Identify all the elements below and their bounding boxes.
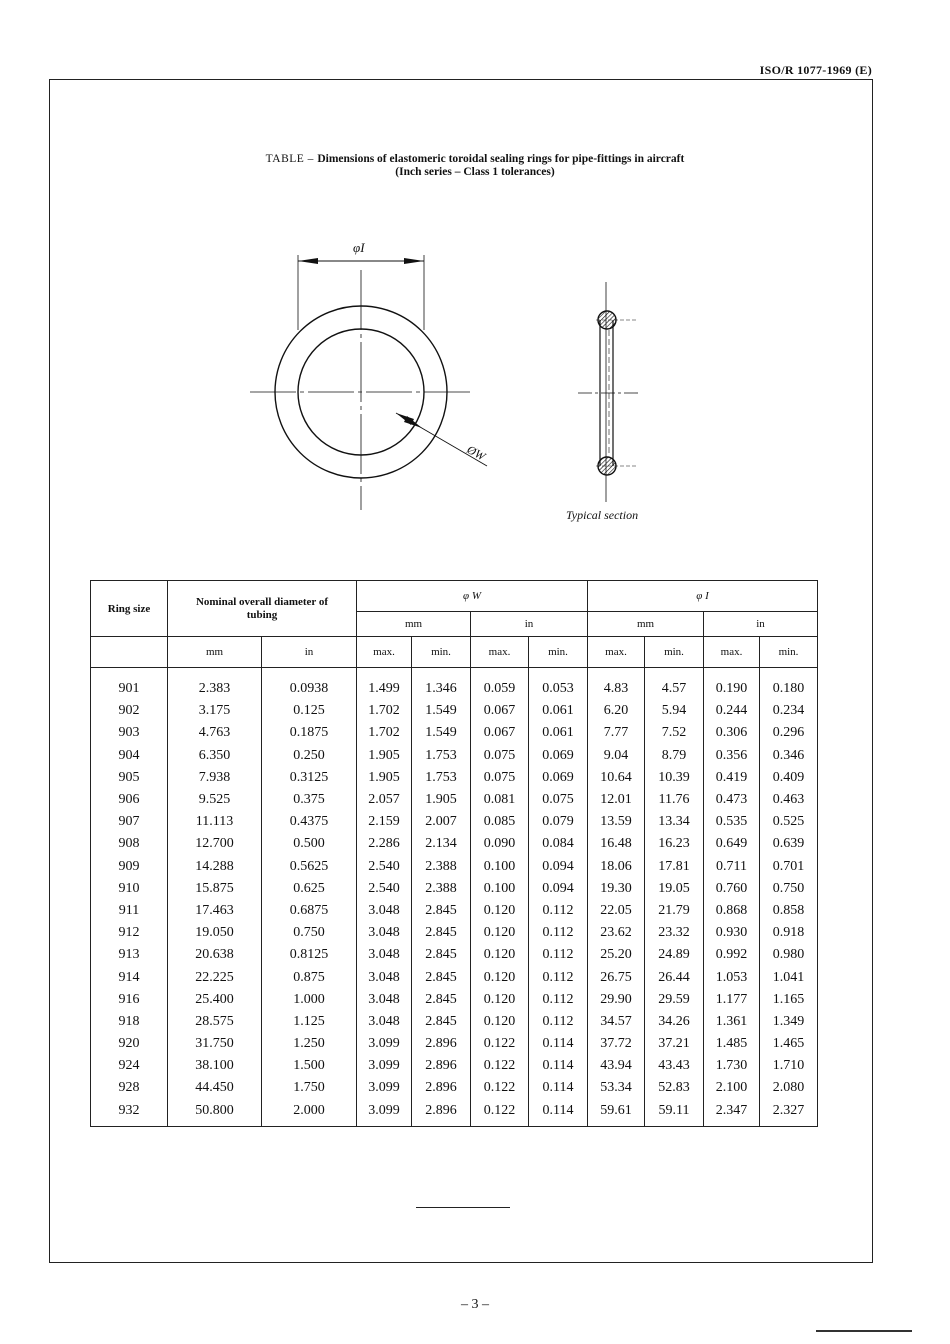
- value-cell: 0.100: [471, 878, 529, 900]
- value-cell: 0.079: [529, 811, 588, 833]
- ring-size-cell: 904: [91, 745, 168, 767]
- phi-w-label: ØW: [464, 442, 488, 464]
- value-cell: 19.050: [168, 922, 262, 944]
- ring-size-cell: 932: [91, 1100, 168, 1127]
- value-cell: 1.361: [704, 1011, 760, 1033]
- ring-size-cell: 909: [91, 856, 168, 878]
- table-row: [91, 833, 818, 855]
- value-cell: 3.048: [357, 900, 412, 922]
- value-cell: 0.750: [262, 922, 357, 944]
- value-cell: 0.061: [529, 700, 588, 722]
- value-cell: 0.234: [760, 700, 818, 722]
- value-cell: 0.750: [760, 878, 818, 900]
- value-cell: 0.094: [529, 856, 588, 878]
- value-cell: 4.763: [168, 722, 262, 744]
- value-cell: 2.845: [412, 922, 471, 944]
- value-cell: 11.113: [168, 811, 262, 833]
- value-cell: 5.94: [645, 700, 704, 722]
- value-cell: 0.112: [529, 1011, 588, 1033]
- value-cell: 12.01: [588, 789, 645, 811]
- ring-size-cell: 928: [91, 1077, 168, 1099]
- header-i-mm-max: max.: [588, 637, 645, 668]
- value-cell: 0.114: [529, 1055, 588, 1077]
- value-cell: 2.057: [357, 789, 412, 811]
- value-cell: 1.346: [412, 668, 471, 701]
- value-cell: 0.122: [471, 1077, 529, 1099]
- value-cell: 2.388: [412, 878, 471, 900]
- value-cell: 1.485: [704, 1033, 760, 1055]
- table-row: [91, 722, 818, 744]
- value-cell: 0.244: [704, 700, 760, 722]
- value-cell: 2.383: [168, 668, 262, 701]
- value-cell: 25.400: [168, 989, 262, 1011]
- ring-size-cell: 924: [91, 1055, 168, 1077]
- table-row: [91, 745, 818, 767]
- value-cell: 0.5625: [262, 856, 357, 878]
- value-cell: 18.06: [588, 856, 645, 878]
- section-caption: Typical section: [566, 508, 639, 522]
- ring-size-cell: 912: [91, 922, 168, 944]
- value-cell: 3.175: [168, 700, 262, 722]
- value-cell: 52.83: [645, 1077, 704, 1099]
- ring-size-cell: 905: [91, 767, 168, 789]
- value-cell: 1.730: [704, 1055, 760, 1077]
- value-cell: 0.075: [471, 745, 529, 767]
- value-cell: 0.100: [471, 856, 529, 878]
- value-cell: 1.549: [412, 722, 471, 744]
- value-cell: 0.112: [529, 989, 588, 1011]
- table-row: [91, 1100, 818, 1127]
- value-cell: 12.700: [168, 833, 262, 855]
- ring-size-cell: 910: [91, 878, 168, 900]
- value-cell: 9.04: [588, 745, 645, 767]
- value-cell: 0.125: [262, 700, 357, 722]
- table-body: [91, 668, 818, 1127]
- ring-front-view: [250, 255, 487, 510]
- value-cell: 1.041: [760, 966, 818, 988]
- value-cell: 26.44: [645, 966, 704, 988]
- value-cell: 1.053: [704, 966, 760, 988]
- value-cell: 2.845: [412, 944, 471, 966]
- value-cell: 2.000: [262, 1100, 357, 1127]
- value-cell: 0.069: [529, 767, 588, 789]
- table-subtitle: (Inch series – Class 1 tolerances): [395, 166, 555, 178]
- value-cell: 37.72: [588, 1033, 645, 1055]
- table-row: [91, 922, 818, 944]
- ring-size-cell: 913: [91, 944, 168, 966]
- value-cell: 0.112: [529, 966, 588, 988]
- header-i-in-min: min.: [760, 637, 818, 668]
- document-reference: ISO/R 1077-1969 (E): [759, 63, 872, 77]
- value-cell: 59.11: [645, 1100, 704, 1127]
- value-cell: 2.845: [412, 966, 471, 988]
- value-cell: 2.388: [412, 856, 471, 878]
- value-cell: 0.296: [760, 722, 818, 744]
- value-cell: 0.1875: [262, 722, 357, 744]
- value-cell: 50.800: [168, 1100, 262, 1127]
- value-cell: 1.753: [412, 767, 471, 789]
- header-i-in-max: max.: [704, 637, 760, 668]
- value-cell: 1.165: [760, 989, 818, 1011]
- value-cell: 0.701: [760, 856, 818, 878]
- value-cell: 0.625: [262, 878, 357, 900]
- value-cell: 2.080: [760, 1077, 818, 1099]
- value-cell: 21.79: [645, 900, 704, 922]
- value-cell: 1.710: [760, 1055, 818, 1077]
- value-cell: 0.346: [760, 745, 818, 767]
- value-cell: 0.084: [529, 833, 588, 855]
- header-w-mm: mm: [357, 612, 471, 637]
- value-cell: 7.938: [168, 767, 262, 789]
- value-cell: 0.875: [262, 966, 357, 988]
- value-cell: 28.575: [168, 1011, 262, 1033]
- value-cell: 1.549: [412, 700, 471, 722]
- ring-drawing: [0, 0, 950, 560]
- value-cell: 3.048: [357, 989, 412, 1011]
- value-cell: 0.122: [471, 1033, 529, 1055]
- value-cell: 0.180: [760, 668, 818, 701]
- value-cell: 22.05: [588, 900, 645, 922]
- ring-size-cell: 914: [91, 966, 168, 988]
- value-cell: 2.100: [704, 1077, 760, 1099]
- value-cell: 1.750: [262, 1077, 357, 1099]
- value-cell: 0.930: [704, 922, 760, 944]
- value-cell: 0.081: [471, 789, 529, 811]
- header-nominal-diameter: Nominal overall diameter of tubing: [168, 581, 357, 637]
- value-cell: 2.845: [412, 989, 471, 1011]
- value-cell: 4.57: [645, 668, 704, 701]
- ring-size-cell: 907: [91, 811, 168, 833]
- value-cell: 10.39: [645, 767, 704, 789]
- header-i-mm-min: min.: [645, 637, 704, 668]
- value-cell: 0.120: [471, 966, 529, 988]
- value-cell: 0.8125: [262, 944, 357, 966]
- value-cell: 3.048: [357, 944, 412, 966]
- value-cell: 0.090: [471, 833, 529, 855]
- value-cell: 59.61: [588, 1100, 645, 1127]
- value-cell: 0.409: [760, 767, 818, 789]
- header-w-in-min: min.: [529, 637, 588, 668]
- value-cell: 0.649: [704, 833, 760, 855]
- value-cell: 0.356: [704, 745, 760, 767]
- value-cell: 0.069: [529, 745, 588, 767]
- value-cell: 2.845: [412, 900, 471, 922]
- value-cell: 2.347: [704, 1100, 760, 1127]
- table-row: [91, 944, 818, 966]
- value-cell: 0.980: [760, 944, 818, 966]
- ring-size-cell: 902: [91, 700, 168, 722]
- value-cell: 13.59: [588, 811, 645, 833]
- value-cell: 3.099: [357, 1055, 412, 1077]
- table-row: [91, 1055, 818, 1077]
- table-title-main: Dimensions of elastomeric toroidal sealing rings for pipe-fittings in aircraft: [317, 153, 685, 165]
- value-cell: 0.500: [262, 833, 357, 855]
- value-cell: 38.100: [168, 1055, 262, 1077]
- value-cell: 0.250: [262, 745, 357, 767]
- value-cell: 0.075: [529, 789, 588, 811]
- value-cell: 1.125: [262, 1011, 357, 1033]
- value-cell: 0.120: [471, 900, 529, 922]
- value-cell: 25.20: [588, 944, 645, 966]
- value-cell: 0.4375: [262, 811, 357, 833]
- ring-size-cell: 911: [91, 900, 168, 922]
- header-phi-w: φ W: [357, 581, 588, 612]
- table-title-prefix: TABLE –: [265, 153, 318, 165]
- scan-mark: [816, 1330, 912, 1332]
- table-row: [91, 989, 818, 1011]
- value-cell: 7.52: [645, 722, 704, 744]
- value-cell: 0.992: [704, 944, 760, 966]
- value-cell: 17.463: [168, 900, 262, 922]
- value-cell: 3.099: [357, 1100, 412, 1127]
- value-cell: 0.122: [471, 1100, 529, 1127]
- value-cell: 0.3125: [262, 767, 357, 789]
- value-cell: 1.500: [262, 1055, 357, 1077]
- value-cell: 0.419: [704, 767, 760, 789]
- value-cell: 0.6875: [262, 900, 357, 922]
- value-cell: 3.099: [357, 1077, 412, 1099]
- header-i-mm: mm: [588, 612, 704, 637]
- value-cell: 0.053: [529, 668, 588, 701]
- value-cell: 0.112: [529, 944, 588, 966]
- value-cell: 1.753: [412, 745, 471, 767]
- value-cell: 0.061: [529, 722, 588, 744]
- value-cell: 2.896: [412, 1100, 471, 1127]
- table-row: [91, 856, 818, 878]
- value-cell: 10.64: [588, 767, 645, 789]
- header-phi-i: φ I: [588, 581, 818, 612]
- value-cell: 0.094: [529, 878, 588, 900]
- value-cell: 1.349: [760, 1011, 818, 1033]
- value-cell: 7.77: [588, 722, 645, 744]
- value-cell: 1.499: [357, 668, 412, 701]
- value-cell: 0.525: [760, 811, 818, 833]
- table-row: [91, 1011, 818, 1033]
- header-i-in: in: [704, 612, 818, 637]
- value-cell: 20.638: [168, 944, 262, 966]
- table-row: [91, 878, 818, 900]
- value-cell: 0.760: [704, 878, 760, 900]
- value-cell: 2.007: [412, 811, 471, 833]
- value-cell: 0.918: [760, 922, 818, 944]
- value-cell: 0.120: [471, 944, 529, 966]
- value-cell: 4.83: [588, 668, 645, 701]
- value-cell: 3.048: [357, 966, 412, 988]
- value-cell: 3.048: [357, 922, 412, 944]
- value-cell: 0.112: [529, 922, 588, 944]
- value-cell: 0.306: [704, 722, 760, 744]
- value-cell: 53.34: [588, 1077, 645, 1099]
- value-cell: 2.327: [760, 1100, 818, 1127]
- value-cell: 14.288: [168, 856, 262, 878]
- dimensions-table: [90, 580, 818, 1127]
- value-cell: 29.59: [645, 989, 704, 1011]
- value-cell: 0.473: [704, 789, 760, 811]
- value-cell: 1.702: [357, 700, 412, 722]
- footer-rule: [416, 1207, 510, 1208]
- value-cell: 6.350: [168, 745, 262, 767]
- value-cell: 2.540: [357, 878, 412, 900]
- value-cell: 2.286: [357, 833, 412, 855]
- value-cell: 2.540: [357, 856, 412, 878]
- value-cell: 16.23: [645, 833, 704, 855]
- value-cell: 0.120: [471, 922, 529, 944]
- value-cell: 15.875: [168, 878, 262, 900]
- header-nominal-in: in: [262, 637, 357, 668]
- table-row: [91, 789, 818, 811]
- ring-size-cell: 903: [91, 722, 168, 744]
- header-w-mm-max: max.: [357, 637, 412, 668]
- table-row: [91, 668, 818, 701]
- value-cell: 1.905: [357, 745, 412, 767]
- value-cell: 2.896: [412, 1077, 471, 1099]
- value-cell: 0.463: [760, 789, 818, 811]
- value-cell: 0.120: [471, 1011, 529, 1033]
- table-row: [91, 900, 818, 922]
- value-cell: 3.048: [357, 1011, 412, 1033]
- value-cell: 44.450: [168, 1077, 262, 1099]
- value-cell: 0.858: [760, 900, 818, 922]
- header-w-mm-min: min.: [412, 637, 471, 668]
- value-cell: 1.177: [704, 989, 760, 1011]
- table-row: [91, 1033, 818, 1055]
- header-blank: [91, 637, 168, 668]
- table-row: [91, 700, 818, 722]
- value-cell: 23.62: [588, 922, 645, 944]
- value-cell: 2.845: [412, 1011, 471, 1033]
- value-cell: 16.48: [588, 833, 645, 855]
- value-cell: 19.05: [645, 878, 704, 900]
- value-cell: 0.075: [471, 767, 529, 789]
- value-cell: 0.059: [471, 668, 529, 701]
- value-cell: 22.225: [168, 966, 262, 988]
- value-cell: 0.535: [704, 811, 760, 833]
- value-cell: 11.76: [645, 789, 704, 811]
- value-cell: 43.43: [645, 1055, 704, 1077]
- value-cell: 0.085: [471, 811, 529, 833]
- value-cell: 0.114: [529, 1077, 588, 1099]
- ring-size-cell: 908: [91, 833, 168, 855]
- value-cell: 0.190: [704, 668, 760, 701]
- value-cell: 0.112: [529, 900, 588, 922]
- value-cell: 43.94: [588, 1055, 645, 1077]
- value-cell: 0.114: [529, 1100, 588, 1127]
- value-cell: 26.75: [588, 966, 645, 988]
- value-cell: 0.120: [471, 989, 529, 1011]
- value-cell: 1.465: [760, 1033, 818, 1055]
- value-cell: 23.32: [645, 922, 704, 944]
- value-cell: 31.750: [168, 1033, 262, 1055]
- value-cell: 0.122: [471, 1055, 529, 1077]
- value-cell: 2.159: [357, 811, 412, 833]
- value-cell: 37.21: [645, 1033, 704, 1055]
- ring-size-cell: 916: [91, 989, 168, 1011]
- value-cell: 9.525: [168, 789, 262, 811]
- value-cell: 2.896: [412, 1055, 471, 1077]
- value-cell: 0.639: [760, 833, 818, 855]
- table-row: [91, 966, 818, 988]
- ring-size-cell: 920: [91, 1033, 168, 1055]
- value-cell: 0.114: [529, 1033, 588, 1055]
- value-cell: 1.905: [412, 789, 471, 811]
- header-w-in: in: [471, 612, 588, 637]
- phi-i-label: φI: [353, 240, 365, 255]
- ring-size-cell: 906: [91, 789, 168, 811]
- value-cell: 1.000: [262, 989, 357, 1011]
- value-cell: 34.26: [645, 1011, 704, 1033]
- value-cell: 13.34: [645, 811, 704, 833]
- value-cell: 1.905: [357, 767, 412, 789]
- value-cell: 1.702: [357, 722, 412, 744]
- ring-section-view: [578, 282, 640, 502]
- value-cell: 0.067: [471, 722, 529, 744]
- header-w-in-max: max.: [471, 637, 529, 668]
- value-cell: 0.868: [704, 900, 760, 922]
- table-row: [91, 767, 818, 789]
- value-cell: 6.20: [588, 700, 645, 722]
- value-cell: 19.30: [588, 878, 645, 900]
- header-nominal-mm: mm: [168, 637, 262, 668]
- value-cell: 29.90: [588, 989, 645, 1011]
- value-cell: 0.375: [262, 789, 357, 811]
- value-cell: 1.250: [262, 1033, 357, 1055]
- ring-size-cell: 918: [91, 1011, 168, 1033]
- value-cell: 3.099: [357, 1033, 412, 1055]
- value-cell: 0.0938: [262, 668, 357, 701]
- value-cell: 17.81: [645, 856, 704, 878]
- value-cell: 0.067: [471, 700, 529, 722]
- ring-size-cell: 901: [91, 668, 168, 701]
- value-cell: 8.79: [645, 745, 704, 767]
- value-cell: 0.711: [704, 856, 760, 878]
- table-row: [91, 1077, 818, 1099]
- table-row: [91, 811, 818, 833]
- value-cell: 34.57: [588, 1011, 645, 1033]
- value-cell: 24.89: [645, 944, 704, 966]
- page-number: – 3 –: [461, 1297, 489, 1312]
- header-ring-size: Ring size: [91, 581, 168, 637]
- value-cell: 2.896: [412, 1033, 471, 1055]
- value-cell: 2.134: [412, 833, 471, 855]
